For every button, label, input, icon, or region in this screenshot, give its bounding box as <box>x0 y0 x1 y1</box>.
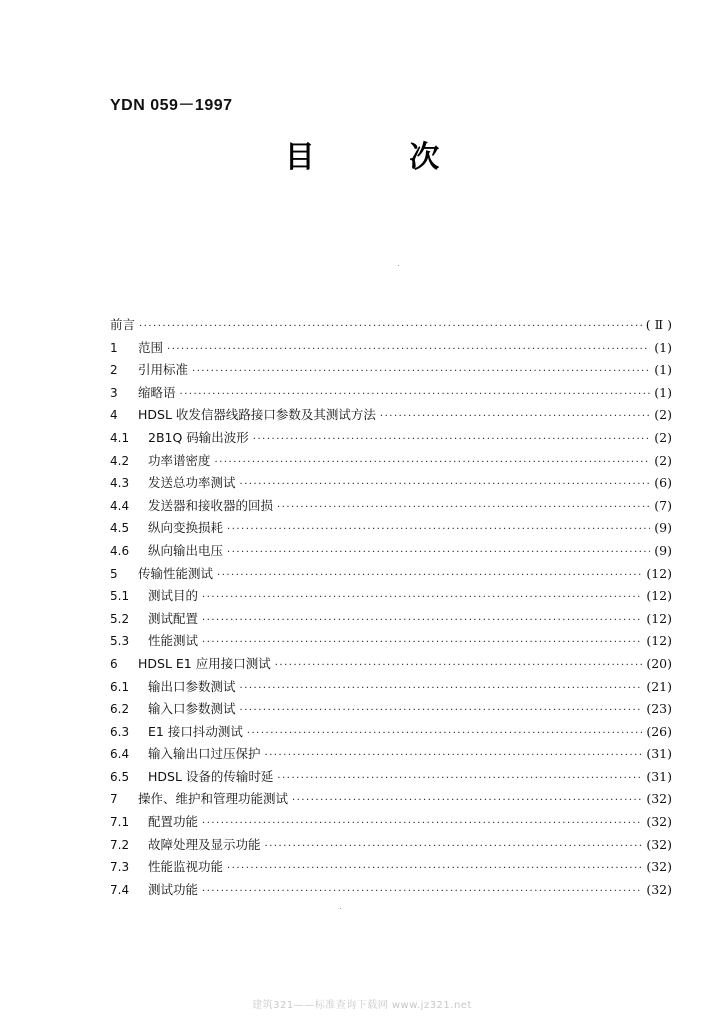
toc-leader-dots <box>202 813 642 836</box>
toc-entry-label: 性能测试 <box>148 633 199 649</box>
toc-entry-page: (26) <box>646 723 672 739</box>
toc-entry-label: 功率谱密度 <box>148 452 211 468</box>
page-title: 目 次 <box>284 140 482 175</box>
toc-entry-number: 6.4 <box>110 747 130 762</box>
toc-entry-number: 7.1 <box>110 815 130 830</box>
scan-speck <box>398 265 399 266</box>
toc-entry-page: (2) <box>654 452 672 468</box>
document-code: YDN 059－1997 <box>110 97 233 114</box>
toc-entry-0[interactable] <box>110 314 672 337</box>
toc-entry-20[interactable] <box>110 766 672 789</box>
toc-entry-number: 1 <box>110 340 118 355</box>
toc-leader-dots <box>265 836 643 859</box>
toc-leader-dots <box>217 565 642 588</box>
toc-entry-label: 引用标准 <box>138 362 189 378</box>
toc-leader-dots <box>192 361 650 384</box>
toc-entry-9[interactable] <box>110 517 672 540</box>
toc-entry-number: 3 <box>110 385 118 400</box>
toc-entry-11[interactable] <box>110 563 672 586</box>
toc-entry-page: (31) <box>646 746 672 762</box>
toc-entry-5[interactable] <box>110 427 672 450</box>
toc-entry-page: (31) <box>646 768 672 784</box>
toc-entry-number: 5.3 <box>110 634 130 649</box>
toc-entry-13[interactable] <box>110 608 672 631</box>
toc-entry-21[interactable] <box>110 788 672 811</box>
toc-entry-page: (2) <box>654 407 672 423</box>
toc-entry-label: HDSL E1 应用接口测试 <box>138 655 271 671</box>
toc-entry-number: 5.2 <box>110 611 130 626</box>
toc-entry-number: 4.6 <box>110 543 130 558</box>
toc-entry-label: 测试功能 <box>148 881 199 897</box>
toc-entry-page: (1) <box>654 362 672 378</box>
toc-entry-number: 5.1 <box>110 589 130 604</box>
toc-entry-label: 纵向输出电压 <box>148 542 224 558</box>
toc-entry-label: 输出口参数测试 <box>148 678 236 694</box>
toc-leader-dots <box>227 519 650 542</box>
toc-entry-number: 6.5 <box>110 769 130 784</box>
toc-leader-dots <box>253 429 650 452</box>
toc-entry-number: 5 <box>110 566 118 581</box>
toc-entry-page: (12) <box>646 633 672 649</box>
toc-leader-dots <box>139 316 642 339</box>
toc-entry-label: 发送器和接收器的回损 <box>148 497 274 513</box>
toc-entry-label: 配置功能 <box>148 814 199 830</box>
toc-leader-dots <box>167 339 650 362</box>
toc-entry-23[interactable] <box>110 834 672 857</box>
toc-entry-page: (32) <box>646 791 672 807</box>
toc-entry-label: 输入输出口过压保护 <box>148 746 261 762</box>
toc-entry-page: (23) <box>646 701 672 717</box>
toc-entry-label: HDSL 收发信器线路接口参数及其测试方法 <box>138 407 376 423</box>
toc-leader-dots <box>202 587 642 610</box>
toc-entry-page: (12) <box>646 610 672 626</box>
toc-entry-number: 7 <box>110 792 118 807</box>
toc-entry-page: (32) <box>646 836 672 852</box>
toc-entry-label: 性能监视功能 <box>148 859 224 875</box>
toc-leader-dots <box>202 881 642 904</box>
toc-entry-page: (12) <box>646 588 672 604</box>
toc-entry-label: HDSL 设备的传输时延 <box>148 768 274 784</box>
toc-leader-dots <box>180 384 651 407</box>
toc-entry-7[interactable] <box>110 472 672 495</box>
toc-entry-number: 4.3 <box>110 476 130 491</box>
toc-entry-number: 7.2 <box>110 837 130 852</box>
toc-leader-dots <box>277 768 642 791</box>
toc-entry-number: 2 <box>110 363 118 378</box>
toc-entry-number: 7.3 <box>110 860 130 875</box>
toc-leader-dots <box>215 452 651 475</box>
toc-leader-dots <box>380 406 650 429</box>
toc-entry-page: (32) <box>646 814 672 830</box>
toc-leader-dots <box>247 723 643 746</box>
toc-entry-label: E1 接口抖动测试 <box>148 723 243 739</box>
toc-leader-dots <box>227 542 650 565</box>
toc-entry-label: 故障处理及显示功能 <box>148 836 261 852</box>
table-of-contents <box>110 314 672 901</box>
toc-entry-number: 6.2 <box>110 702 130 717</box>
toc-entry-label: 2B1Q 码输出波形 <box>148 429 249 445</box>
toc-entry-18[interactable] <box>110 721 672 744</box>
toc-entry-4[interactable] <box>110 404 672 427</box>
toc-leader-dots <box>202 632 642 655</box>
toc-entry-14[interactable] <box>110 630 672 653</box>
toc-leader-dots <box>277 497 650 520</box>
scan-speck <box>340 908 341 909</box>
toc-entry-number: 4.2 <box>110 453 130 468</box>
toc-entry-number: 6 <box>110 656 118 671</box>
toc-leader-dots <box>292 790 642 813</box>
toc-entry-2[interactable] <box>110 359 672 382</box>
toc-entry-label: 测试目的 <box>148 588 199 604</box>
toc-entry-page: ( Ⅱ ) <box>645 317 672 332</box>
toc-entry-page: (32) <box>646 859 672 875</box>
toc-entry-3[interactable] <box>110 382 672 405</box>
toc-leader-dots <box>240 474 651 497</box>
toc-entry-page: (21) <box>646 678 672 694</box>
toc-leader-dots <box>265 745 643 768</box>
toc-entry-22[interactable] <box>110 811 672 834</box>
toc-entry-number: 6.1 <box>110 679 130 694</box>
toc-entry-6[interactable] <box>110 450 672 473</box>
toc-leader-dots <box>240 700 643 723</box>
toc-leader-dots <box>275 655 643 678</box>
toc-entry-10[interactable] <box>110 540 672 563</box>
toc-entry-page: (20) <box>646 655 672 671</box>
toc-entry-number: 4.5 <box>110 521 130 536</box>
toc-entry-page: (1) <box>654 339 672 355</box>
toc-leader-dots <box>227 858 642 881</box>
toc-entry-label: 前言 <box>110 317 136 332</box>
toc-entry-number: 7.4 <box>110 882 130 897</box>
toc-entry-15[interactable] <box>110 653 672 676</box>
toc-entry-label: 缩略语 <box>138 384 176 400</box>
toc-leader-dots <box>202 610 642 633</box>
toc-entry-label: 传输性能测试 <box>138 565 214 581</box>
toc-entry-8[interactable] <box>110 495 672 518</box>
toc-entry-label: 操作、维护和管理功能测试 <box>138 791 289 807</box>
toc-entry-24[interactable] <box>110 856 672 879</box>
toc-entry-number: 6.3 <box>110 724 130 739</box>
toc-entry-1[interactable] <box>110 337 672 360</box>
toc-entry-page: (6) <box>654 475 672 491</box>
toc-entry-page: (9) <box>654 520 672 536</box>
toc-entry-19[interactable] <box>110 743 672 766</box>
toc-entry-label: 纵向变换损耗 <box>148 520 224 536</box>
toc-entry-17[interactable] <box>110 698 672 721</box>
toc-entry-page: (12) <box>646 565 672 581</box>
toc-entry-16[interactable] <box>110 676 672 699</box>
toc-entry-label: 发送总功率测试 <box>148 475 236 491</box>
toc-entry-number: 4 <box>110 408 118 423</box>
toc-entry-page: (1) <box>654 384 672 400</box>
footer-watermark: 建筑321——标准查询下载网 www.jz321.net <box>252 1000 472 1011</box>
toc-entry-number: 4.1 <box>110 430 130 445</box>
toc-leader-dots <box>240 678 643 701</box>
toc-entry-number: 4.4 <box>110 498 130 513</box>
toc-entry-page: (7) <box>654 497 672 513</box>
toc-entry-page: (9) <box>654 542 672 558</box>
toc-entry-page: (32) <box>646 881 672 897</box>
toc-entry-label: 测试配置 <box>148 610 199 626</box>
toc-entry-12[interactable] <box>110 585 672 608</box>
toc-entry-25[interactable] <box>110 879 672 902</box>
toc-entry-label: 范围 <box>138 339 164 355</box>
toc-entry-label: 输入口参数测试 <box>148 701 236 717</box>
toc-entry-page: (2) <box>654 429 672 445</box>
